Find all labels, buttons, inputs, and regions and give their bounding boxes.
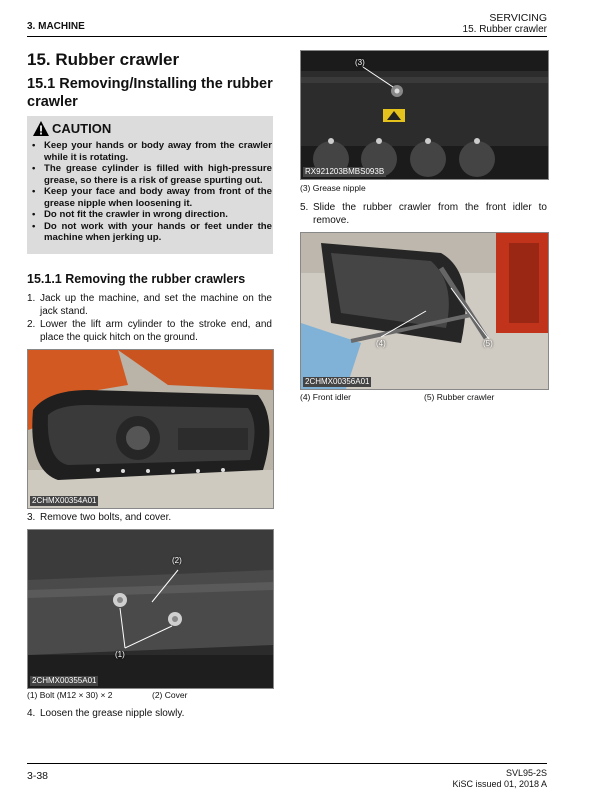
photo-grease-nipple — [300, 50, 549, 180]
callout-1: (1) — [115, 650, 125, 659]
footer-rule — [27, 763, 547, 764]
step-3 — [27, 512, 272, 525]
caution-item: • Keep your face and body away from front of the grease nipple when loosening it. — [30, 186, 272, 209]
step-number: 4. — [27, 708, 36, 719]
callout-3: (3) — [355, 58, 365, 67]
step-number: 3. — [27, 512, 36, 523]
step-1 — [27, 293, 272, 318]
model-label: SVL95-2S — [505, 768, 547, 778]
caution-item: • Do not work with your hands or feet under the machine when jerking up. — [30, 221, 272, 244]
chapter-label: 3. MACHINE — [27, 21, 85, 32]
step-text: Slide the rubber crawler from the front idler to remove. — [313, 202, 547, 226]
callout-4: (4) — [376, 339, 386, 348]
caption-cover: (2) Cover — [152, 690, 188, 700]
step-4 — [27, 708, 272, 721]
callout-2: (2) — [172, 556, 182, 565]
page-number: 3-38 — [27, 770, 49, 782]
photo-bolts-cover — [27, 529, 274, 689]
page-title: 15. Rubber crawler — [27, 50, 180, 69]
caption-grease-nipple: (3) Grease nipple — [300, 183, 366, 193]
caution-item: • Keep your hands or body away from the crawler while it is rotating. — [30, 140, 272, 163]
step-number: 1. — [27, 293, 36, 304]
step-text: Loosen the grease nipple slowly. — [40, 708, 185, 719]
step-number: 2. — [27, 319, 36, 330]
warning-icon — [33, 121, 49, 139]
caption-front-idler: (4) Front idler — [300, 392, 352, 402]
subsection-label: 15. Rubber crawler — [462, 24, 547, 35]
header-rule — [27, 36, 547, 37]
section-label: SERVICING — [489, 12, 547, 24]
caption-rubber-crawler: (5) Rubber crawler — [424, 392, 495, 402]
step-5 — [300, 202, 547, 227]
caution-item: • Do not fit the crawler in wrong direction. — [30, 209, 272, 221]
photo-id: 2CHMX00355A01 — [32, 676, 97, 685]
step-number: 5. — [300, 202, 309, 213]
photo-id: 2CHMX00354A01 — [32, 496, 97, 505]
step-text: Remove two bolts, and cover. — [40, 512, 172, 523]
step-2 — [27, 319, 272, 344]
caution-item: • The grease cylinder is filled with high-pressure grease, so there is a risk of grease spurting out. — [30, 163, 272, 186]
callout-5: (5) — [483, 339, 493, 348]
caution-list — [30, 140, 272, 244]
caution-heading — [33, 121, 111, 139]
photo-id: RX921203BMBS093B — [305, 167, 385, 176]
step-text: Jack up the machine, and set the machine on the jack stand. — [40, 293, 272, 317]
section-title: 15.1 Removing/Installing the rubber crawler — [27, 76, 273, 110]
step-text: Lower the lift arm cylinder to the stroke end, and place the quick hitch on the ground. — [40, 319, 272, 343]
photo-id: 2CHMX00356A01 — [305, 377, 370, 386]
issue-label: KiSC issued 01, 2018 A — [452, 779, 547, 789]
caution-title: CAUTION — [52, 121, 112, 136]
photo-crawler — [27, 349, 274, 509]
subsection-title: 15.1.1 Removing the rubber crawlers — [27, 272, 246, 286]
photo-front-idler — [300, 232, 549, 390]
caption-bolt: (1) Bolt (M12 × 30) × 2 — [27, 690, 113, 700]
